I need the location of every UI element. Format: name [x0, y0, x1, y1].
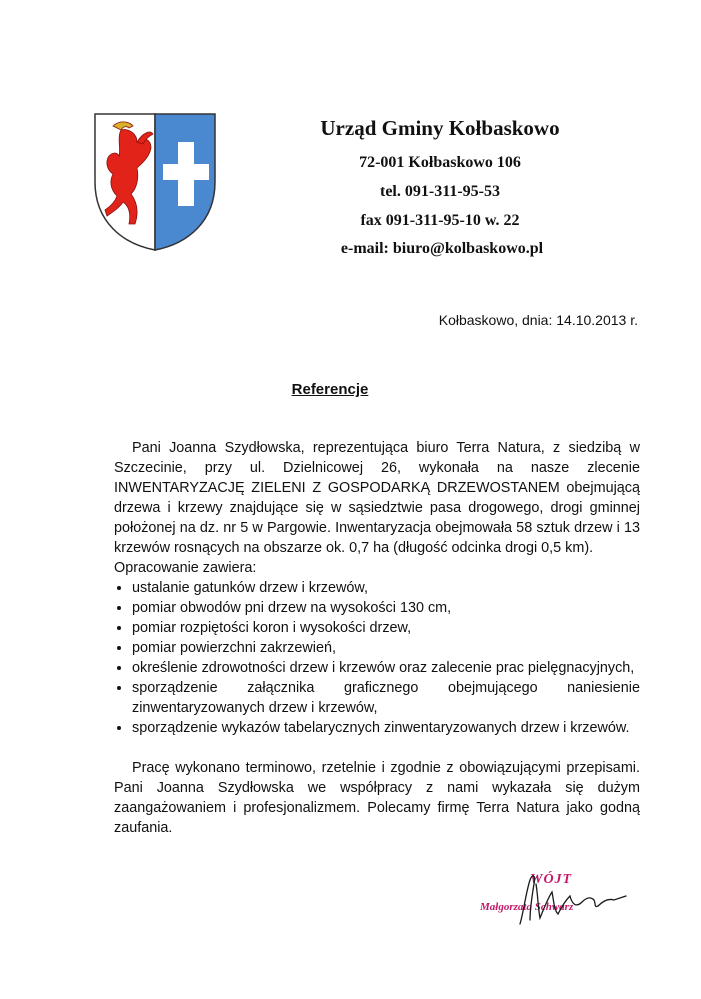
official-stamp: [470, 862, 640, 952]
coat-of-arms-icon: [93, 112, 217, 252]
list-item: • sporządzenie wykazów tabelarycznych zinwentaryzowanych drzew i krzewów.: [132, 718, 640, 738]
office-email: e-mail: biuro@kolbaskowo.pl: [340, 240, 544, 257]
list-item: • ustalanie gatunków drzew i krzewów,: [132, 578, 640, 598]
paragraph-intro: Pani Joanna Szydłowska, reprezentująca biuro Terra Natura, z siedzibą w Szczecinie, przy ul. Dzielnicowej 26, wykonała na nasze zlecenie INWENTARYZACJĘ ZIELENI Z GOSPODARKĄ DRZEWOSTANEM obejmującą drzewa i krzewy znajdujące się w sąsiedztwie pasa drogowego, drogi gminnej położonej na dz. nr 5 w Pargowie. Inwentaryzacja obejmowała 58 sztuk drzew i 13 krzewów rosnących na obszarze ok. 0,7 ha (długość odcinka drogi 0,5 km).: [114, 440, 640, 556]
list-item: • pomiar obwodów pni drzew na wysokości 130 cm,: [132, 598, 640, 618]
office-fax: fax 091-311-95-10 w. 22: [360, 212, 520, 229]
scope-intro: Opracowanie zawiera:: [114, 560, 257, 576]
scope-list: [114, 578, 640, 738]
office-phone: tel. 091-311-95-53: [380, 183, 500, 200]
paragraph-closing: Pracę wykonano terminowo, rzetelnie i zgodnie z obowiązującymi przepisami. Pani Joanna Szydłowska we współpracy z nami wykazała się dużym zaangażowaniem i profesjonalizmem. Polecamy firmę Terra Natura jako godną zaufania.: [114, 760, 640, 836]
list-item: • określenie zdrowotności drzew i krzewów oraz zalecenie prac pielęgnacyjnych,: [132, 658, 640, 678]
list-item: • pomiar powierzchni zakrzewień,: [132, 638, 640, 658]
list-item: • pomiar rozpiętości koron i wysokości drzew,: [132, 618, 640, 638]
stamp-name: Małgorzata Schwarz: [480, 901, 574, 913]
office-name: Urząd Gminy Kołbaskowo: [320, 116, 560, 140]
stamp-title: WÓJT: [530, 872, 573, 887]
handwritten-signature: [490, 862, 630, 932]
letter-body: [114, 438, 640, 838]
letterhead: [300, 116, 580, 258]
date-line: Kołbaskowo, dnia: 14.10.2013 r.: [438, 312, 638, 328]
list-item: • sporządzenie załącznika graficznego obejmującego naniesienie zinwentaryzowanych drzew i krzewów,: [132, 678, 640, 718]
office-address: 72-001 Kołbaskowo 106: [359, 154, 521, 171]
letter-title: Referencje: [291, 381, 369, 398]
